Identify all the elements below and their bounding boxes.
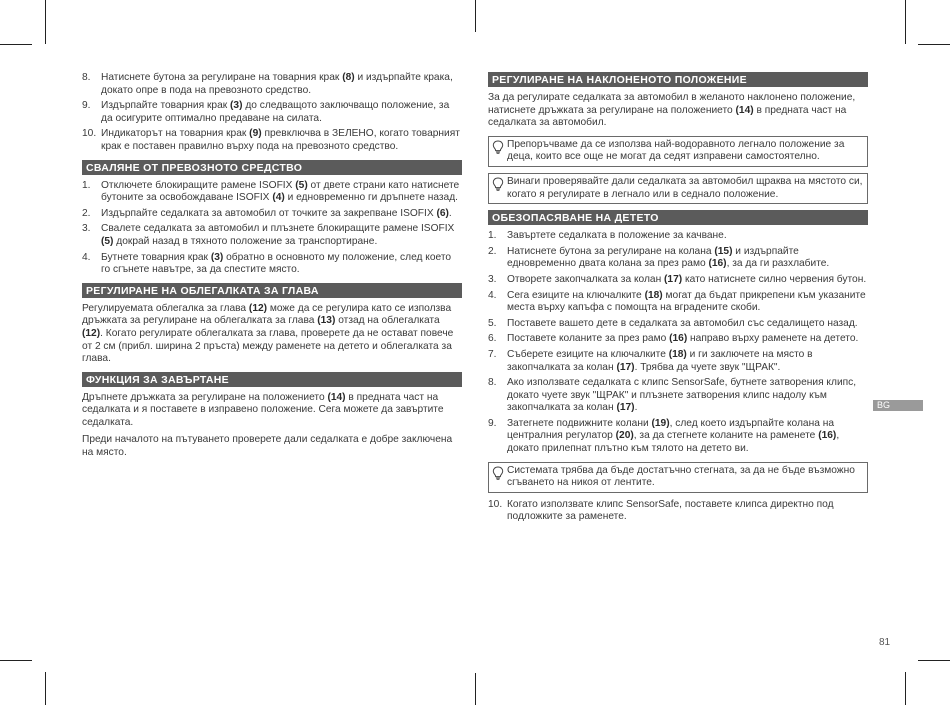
list-item [82,100,462,125]
crop-mark [475,673,476,705]
part-reference: (18) [644,289,663,301]
section-title-remove: СВАЛЯНЕ ОТ ПРЕВОЗНОТО СРЕДСТВО [82,160,462,175]
list-text: Отворете закопчалката за колан (17) като натиснете силно червения бутон. [507,273,867,285]
part-reference: (12) [248,302,268,314]
part-reference: (5) [101,235,114,247]
note-box [488,136,868,167]
crop-mark [45,672,46,705]
list-item [488,230,868,243]
rotate-paragraph: Дръпнете дръжката за регулиране на положението (14) в предната част на седалката и я поставете в изправено положение. Сега можете да завъртите седалката. [82,391,444,428]
list-text: Когато използвате клипс SensorSafe, поставете клипса директно под подложките за раменете. [507,498,834,523]
right-column [488,66,868,527]
crop-mark [918,44,950,45]
part-reference: (12) [82,327,101,339]
list-item [488,246,868,271]
part-reference: (16) [708,258,727,270]
list-number: 7. [488,348,497,360]
list-number: 4. [82,251,91,263]
secure-list [488,230,868,456]
list-text: Затегнете подвижните колани (19), след което издърпайте колана на централния регулатор (20), за да стегнете коланите на раменете (16), докато прилепнат плътно към тялото на детето ви. [507,417,840,455]
crop-mark [0,660,32,661]
crop-mark [905,0,906,44]
headrest-paragraph: Регулируемата облегалка за глава (12) може да се регулира като се използва дръжката за регулиране на облегалката за глава (13) отзад на облегалката (12). Когато регулирате облегалката за глава, проверете да не остават повече от 2 см (прибл. ширина 2 пръста) между раменете на детето и облегалката за глава. [82,302,454,365]
recline-paragraph: За да регулирате седалката за автомобил в желаното наклонено положение, натиснете дръжката за регулиране на положението (14) в предната част на седалката за автомобил. [488,92,856,129]
list-text: Поставете коланите за през рамо (16) направо върху раменете на детето. [507,333,859,345]
remove-list [82,180,462,277]
part-reference: (16) [818,430,837,442]
list-item [488,274,868,287]
list-number: 5. [488,317,497,329]
list-text: Поставете вашето дете в седалката за автомобил със седалището назад. [507,317,858,329]
part-reference: (17) [616,402,635,414]
list-text: Натиснете бутона за регулиране на товарния крак (8) и издърпайте крака, докато опре в пода на превозното средство. [101,72,453,96]
list-item [82,223,462,248]
list-text: Бутнете товарния крак (3) обратно в основното му положение, след което го сгънете навътре, за да спестите място. [101,251,452,276]
part-reference: (15) [714,245,733,257]
list-text: Ако използвате седалката с клипс SensorSafe, бутнете затворения клипс, докато чуете звук "ЩРАК" и плъзнете затворения клипс надолу към закопчалката за колан (17). [507,377,857,414]
part-reference: (5) [295,179,308,191]
list-text: Свалете седалката за автомобил и плъзнете блокиращите рамене ISOFIX (5) докрай назад в тяхното положение за транспортиране. [101,223,455,247]
list-text: Съберете езиците на ключалките (18) и ги заключете на място в закопчалката за колан (17). Трябва да чуете звук "ЩРАК". [507,348,813,373]
list-number: 6. [488,333,497,345]
crop-mark [0,44,32,45]
list-number: 9. [82,100,91,112]
list-item [82,128,462,153]
list-item [82,180,462,205]
section-title-rotate: ФУНКЦИЯ ЗА ЗАВЪРТАНЕ [82,372,462,387]
lightbulb-icon [492,176,507,201]
note-text: Системата трябва да бъде достатъчно стегната, за да не бъде възможно сгъването на никоя от лентите. [507,464,855,489]
list-number: 2. [82,207,91,219]
list-number: 2. [488,245,497,257]
part-reference: (19) [651,417,670,429]
lightbulb-icon [492,465,507,490]
left-column [82,72,462,465]
list-text: Завъртете седалката в положение за качване. [507,230,727,242]
part-reference: (6) [436,207,449,219]
list-number: 10. [82,128,97,140]
list-number: 9. [488,417,497,429]
list-item [82,208,462,221]
part-reference: (17) [664,273,683,285]
part-reference: (3) [210,251,224,263]
list-text: Индикаторът на товарния крак (9) превключва в ЗЕЛЕНО, когато товарният крак е поставен правилно върху пода на превозното средство. [101,128,460,152]
list-number: 8. [82,72,91,83]
crop-mark [918,660,950,661]
language-tab: BG [873,400,923,411]
list-item [488,318,868,331]
section-title-recline: РЕГУЛИРАНЕ НА НАКЛОНЕНОТО ПОЛОЖЕНИЕ [488,72,868,87]
list-item [82,72,462,97]
rotate-paragraph-2: Преди началото на пътуването проверете дали седалката е добре заключена на място. [82,434,453,459]
part-reference: (14) [327,391,346,403]
list-item [82,252,462,277]
list-item [488,377,868,415]
list-text: Сега езиците на ключалките (18) могат да бъдат прикрепени към указаните места върху капъфа с помощта на вградените скоби. [507,289,866,314]
note-text: Препоръчваме да се използва най-водоравното легнало положение за деца, които все още не могат да седят изправени самостоятелно. [507,138,845,163]
list-item [488,349,868,374]
list-number: 4. [488,289,497,301]
part-reference: (16) [669,333,688,345]
list-number: 1. [82,179,91,191]
list-item [488,333,868,346]
crop-mark [905,672,906,705]
part-reference: (17) [616,361,635,373]
note-box [488,462,868,493]
list-number: 1. [488,230,497,242]
crop-mark [45,0,46,44]
list-text: Издърпайте седалката за автомобил от точките за закрепване ISOFIX (6). [101,207,452,219]
part-reference: (8) [342,72,355,83]
list-number: 10. [488,498,503,510]
part-reference: (20) [615,430,634,442]
list-text: Отключете блокиращите рамене ISOFIX (5) от двете страни като натиснете бутоните за освобождаване ISOFIX (4) и едновременно ги дръпнете назад. [101,179,460,204]
part-reference: (3) [230,100,243,112]
section-title-secure: ОБЕЗОПАСЯВАНЕ НА ДЕТЕТО [488,210,868,225]
list-item [488,290,868,315]
note-box [488,173,868,204]
list-number: 3. [82,223,91,235]
part-reference: (9) [249,128,262,140]
part-reference: (4) [272,192,285,204]
note-text: Винаги проверявайте дали седалката за автомобил щраква на мястото си, когато я регулирате в легнало или в седнало положение. [507,175,863,200]
list-item [488,418,868,456]
lightbulb-icon [492,139,507,164]
part-reference: (14) [735,104,754,116]
list-text: Натиснете бутона за регулиране на колана (15) и издърпайте едновременно двата колана за през рамо (16), за да ги разхлабите. [507,245,830,270]
list-text: Издърпайте товарния крак (3) до следващото заключващо положение, за да осигурите оптимално предаване на силата. [101,100,450,124]
list-number: 8. [488,377,497,389]
part-reference: (18) [668,348,687,360]
section-title-headrest: РЕГУЛИРАНЕ НА ОБЛЕГАЛКАТА ЗА ГЛАВА [82,283,462,298]
part-reference: (13) [317,315,336,327]
crop-mark [475,0,476,32]
page-number: 81 [879,637,891,648]
list-item [488,499,868,524]
list-number: 3. [488,273,497,285]
intro-list [82,72,462,154]
